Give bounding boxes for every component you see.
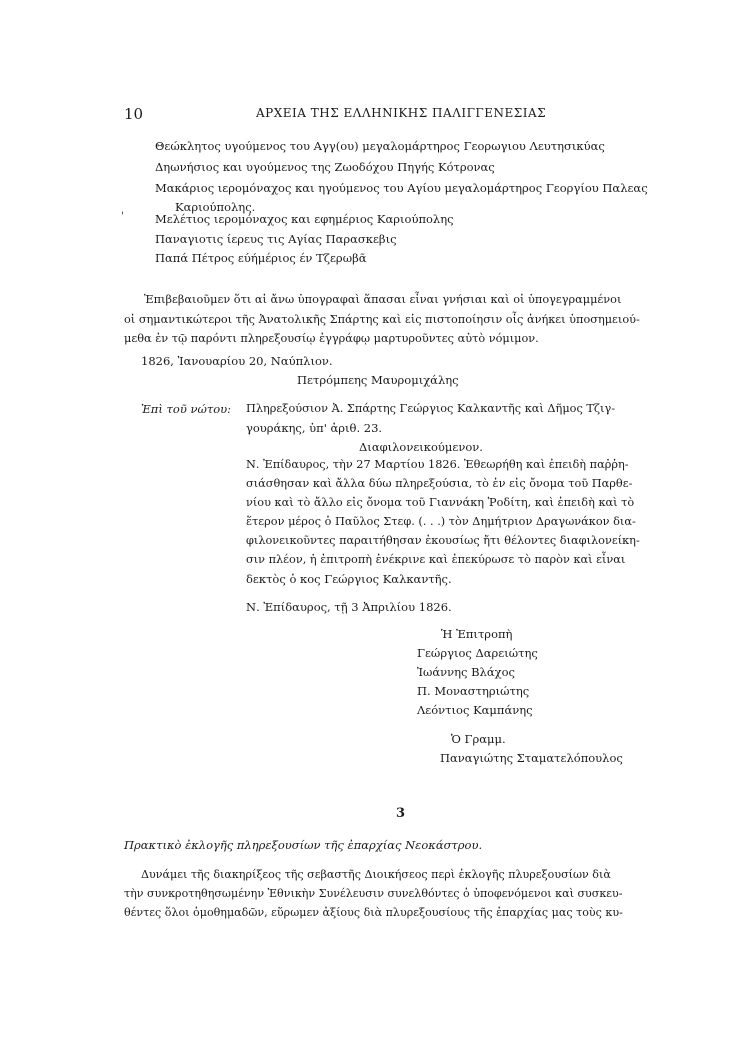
disputed-note: Διαφιλονεικούμενον. (359, 440, 483, 454)
committee-member: Γεώργιος Δαρειώτης (417, 646, 538, 660)
page-number: 10 (124, 105, 144, 123)
certification-line: Ἐπιβεβαιοῦμεν ὅτι αἱ ἄνω ὑπογραφαὶ ἅπασαι εἶναι γνήσιαι καὶ οἱ ὑπογεγραμμένοι (144, 293, 622, 306)
decision-line: δεκτὸς ὁ κος Γεώργιος Καλκαντῆς. (246, 572, 452, 586)
margin-mark: ' (121, 211, 124, 222)
signatory-line: Θεώκλητος υγούμενος του Αγγ(ου) μεγαλομάρτηρος Γεορωγιου Λευτησικύας (155, 139, 605, 153)
place-date: Ν. Ἐπίδαυρος, τῇ 3 Ἀπριλίου 1826. (246, 600, 452, 614)
document-line: Δυνάμει τῆς διακηρίξεος τῆς σεβαστῆς Διοικήσεος περὶ ἐκλογῆς πλυρεξουσίων διὰ (141, 868, 611, 881)
document-line: τὴν συνκροτηθησωμένην Ἐθνικὴν Συνέλευσιν συνελθόντες ὁ ὑποφενόμενοι καὶ συσκευ- (124, 887, 623, 900)
signatory-line: Δηωνήσιος και υγούμενος της Ζωοδόχου Πηγής Κότρονας (155, 160, 495, 174)
signatory-line: Παναγιοτις ίερευς τις Αγίας Παρασκεβις (155, 232, 397, 246)
decision-line: ἕτερον μέρος ὁ Παῦλος Στεφ. (. . .) τὸν Δημήτριον Δραγωνάκον δια- (246, 515, 636, 528)
certification-line: οἱ σημαντικώτεροι τῆς Ἀνατολικῆς Σπάρτης καὶ εἰς πιστοποίησιν οἷς ἀνήκει ὑποσημειού- (124, 313, 640, 326)
secretary-name: Παναγιώτης Σταματελόπουλος (440, 751, 623, 765)
committee-member: Π. Μοναστηριώτης (417, 684, 530, 698)
verso-line: γουράκης, ὑπ' ἀριθ. 23. (246, 421, 383, 435)
document-number: 3 (396, 806, 406, 821)
running-header: ΑΡΧΕΙΑ ΤΗΣ ΕΛΛΗΝΙΚΗΣ ΠΑΛΙΓΓΕΝΕΣΙΑΣ (256, 106, 547, 120)
date-line: 1826, Ἰανουαρίου 20, Ναύπλιον. (141, 354, 333, 368)
decision-line: Ν. Ἐπίδαυρος, τὴν 27 Μαρτίου 1826. Ἐθεωρήθη καὶ ἐπειδὴ παῤῥη- (246, 458, 629, 471)
certification-line: μεθα ἐν τῷ παρόντι πληρεξουσίῳ ἐγγράφῳ μαρτυροῦντες αὐτὸ νόμιμον. (124, 332, 539, 345)
committee-member: Λεόντιος Καμπάνης (417, 703, 533, 717)
document-line: θέντες ὅλοι ὁμοθημαδῶν, εὕρωμεν ἀξίους διὰ πλυρεξουσίους τῆς ἐπαρχίας μας τοὺς κυ- (124, 906, 623, 919)
signer-name: Πετρόμπεης Μαυρομιχάλης (297, 373, 459, 387)
committee-member: Ἰωάννης Βλάχος (417, 665, 515, 679)
signatory-line: Μελέτιος ιερομόναχος και εφημέριος Καριούπολης (155, 212, 454, 226)
secretary-heading: Ὁ Γραμμ. (451, 732, 506, 746)
signatory-line: Μακάριος ιερομόναχος και ηγούμενος του Αγίου μεγαλομάρτηρος Γεοργίου Παλεας (155, 181, 648, 195)
committee-heading: Ἡ Ἐπιτροπὴ (441, 627, 513, 641)
signatory-line: Παπά Πέτρος εύήμέριος έν Τζερωβᾶ (155, 251, 367, 265)
decision-line: φιλονεικοῦντες παραιτήθησαν ἑκουσίως ἤτι θέλοντες διαφιλονείκη- (246, 534, 640, 547)
decision-line: σιν πλέον, ἡ ἐπιτροπὴ ἐνέκρινε καὶ ἐπεκύρωσε τὸ παρὸν καὶ εἶναι (246, 553, 626, 566)
decision-line: σιάσθησαν καὶ ἄλλα δύω πληρεξούσια, τὸ ἐν εἰς ὄνομα τοῦ Παρθε- (246, 477, 633, 490)
verso-line: Πληρεξούσιον Ἀ. Σπάρτης Γεώργιος Καλκαντῆς καὶ Δῆμος Τζιγ- (246, 402, 616, 415)
signatory-line-continuation: Καριούπολης. (175, 200, 256, 214)
verso-label: Ἐπὶ τοῦ νώτου: (141, 402, 231, 416)
document-title: Πρακτικὸ ἐκλογῆς πληρεξουσίων τῆς ἐπαρχίας Νεοκάστρου. (124, 838, 483, 852)
decision-line: νίου καὶ τὸ ἄλλο εἰς ὄνομα τοῦ Γιαννάκη Ῥοδίτη, καὶ ἐπειδὴ καὶ τὸ (246, 496, 635, 509)
